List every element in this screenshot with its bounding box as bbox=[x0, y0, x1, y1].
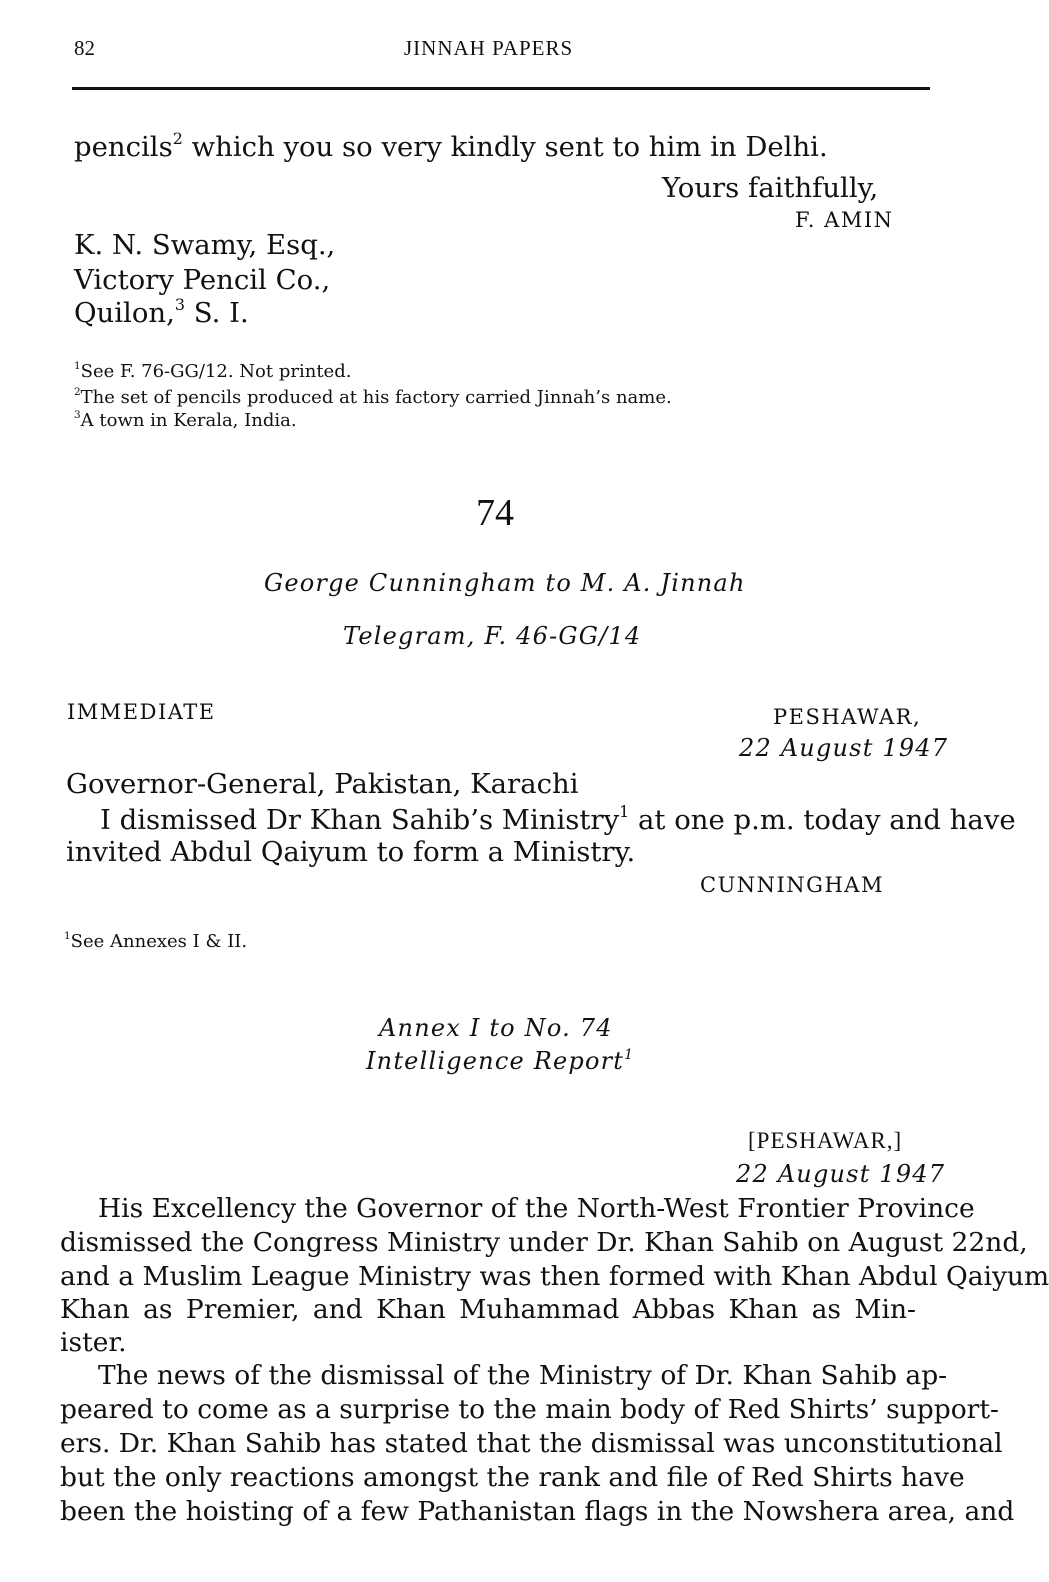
footnote: $^1$See F. 76-GG/12. Not printed. bbox=[74, 359, 352, 382]
telegram-body-line: invited Abdul Qaiyum to form a Ministry. bbox=[66, 836, 636, 868]
letter-closing-line: pencils$^2$ which you so very kindly sent to him in Delhi. bbox=[74, 129, 828, 163]
paragraph-line: dismissed the Congress Ministry under Dr. Khan Sahib on August 22nd, bbox=[60, 1227, 1028, 1258]
document-title: George Cunningham to M. A. Jinnah bbox=[264, 569, 746, 597]
place-label: PESHAWAR, bbox=[773, 705, 922, 729]
page-number: 82 bbox=[74, 36, 95, 60]
annex-place: [PESHAWAR,] bbox=[748, 1128, 903, 1153]
document-number: 74 bbox=[476, 492, 514, 534]
paragraph-line: been the hoisting of a few Pathanistan flags in the Nowshera area, and bbox=[60, 1496, 1015, 1527]
signature-amin: F. AMIN bbox=[795, 208, 894, 232]
closing-salutation: Yours faithfully, bbox=[662, 172, 879, 204]
paragraph-line: and a Muslim League Ministry was then formed with Khan Abdul Qaiyum bbox=[60, 1261, 1049, 1292]
running-title: JINNAH PAPERS bbox=[404, 36, 574, 60]
footnote: $^2$The set of pencils produced at his factory carried Jinnah’s name. bbox=[74, 385, 672, 408]
footnote: $^1$See Annexes I & II. bbox=[64, 929, 248, 952]
annex-subtitle: Intelligence Report$^1$ bbox=[366, 1046, 635, 1075]
paragraph-line: Khan as Premier, and Khan Muhammad Abbas Khan as Min- bbox=[60, 1294, 916, 1325]
paragraph-line: ers. Dr. Khan Sahib has stated that the dismissal was unconstitutional bbox=[60, 1428, 1003, 1459]
annex-title: Annex I to No. 74 bbox=[379, 1014, 613, 1042]
document-subtitle: Telegram, F. 46-GG/14 bbox=[343, 622, 642, 650]
header-rule bbox=[72, 87, 930, 90]
footnote: $^3$A town in Kerala, India. bbox=[74, 408, 297, 431]
annex-date: 22 August 1947 bbox=[736, 1160, 946, 1188]
paragraph-line: His Excellency the Governor of the North-West Frontier Province bbox=[98, 1193, 975, 1224]
telegram-body-line: I dismissed Dr Khan Sahib’s Ministry$^1$ at one p.m. today and have bbox=[100, 802, 1016, 836]
address-line: Victory Pencil Co., bbox=[74, 264, 331, 296]
address-line: K. N. Swamy, Esq., bbox=[74, 229, 336, 261]
date-label: 22 August 1947 bbox=[739, 734, 949, 762]
paragraph-line: but the only reactions amongst the rank and file of Red Shirts have bbox=[60, 1462, 965, 1493]
telegram-addressee: Governor-General, Pakistan, Karachi bbox=[66, 768, 579, 800]
address-line: Quilon,$^3$ S. I. bbox=[74, 295, 249, 329]
priority-label: IMMEDIATE bbox=[67, 700, 216, 724]
paragraph-line: ister. bbox=[60, 1327, 127, 1358]
signature-cunningham: CUNNINGHAM bbox=[700, 873, 884, 897]
paragraph-line: peared to come as a surprise to the main body of Red Shirts’ support- bbox=[60, 1394, 999, 1425]
paragraph-line: The news of the dismissal of the Ministry of Dr. Khan Sahib ap- bbox=[98, 1360, 948, 1391]
